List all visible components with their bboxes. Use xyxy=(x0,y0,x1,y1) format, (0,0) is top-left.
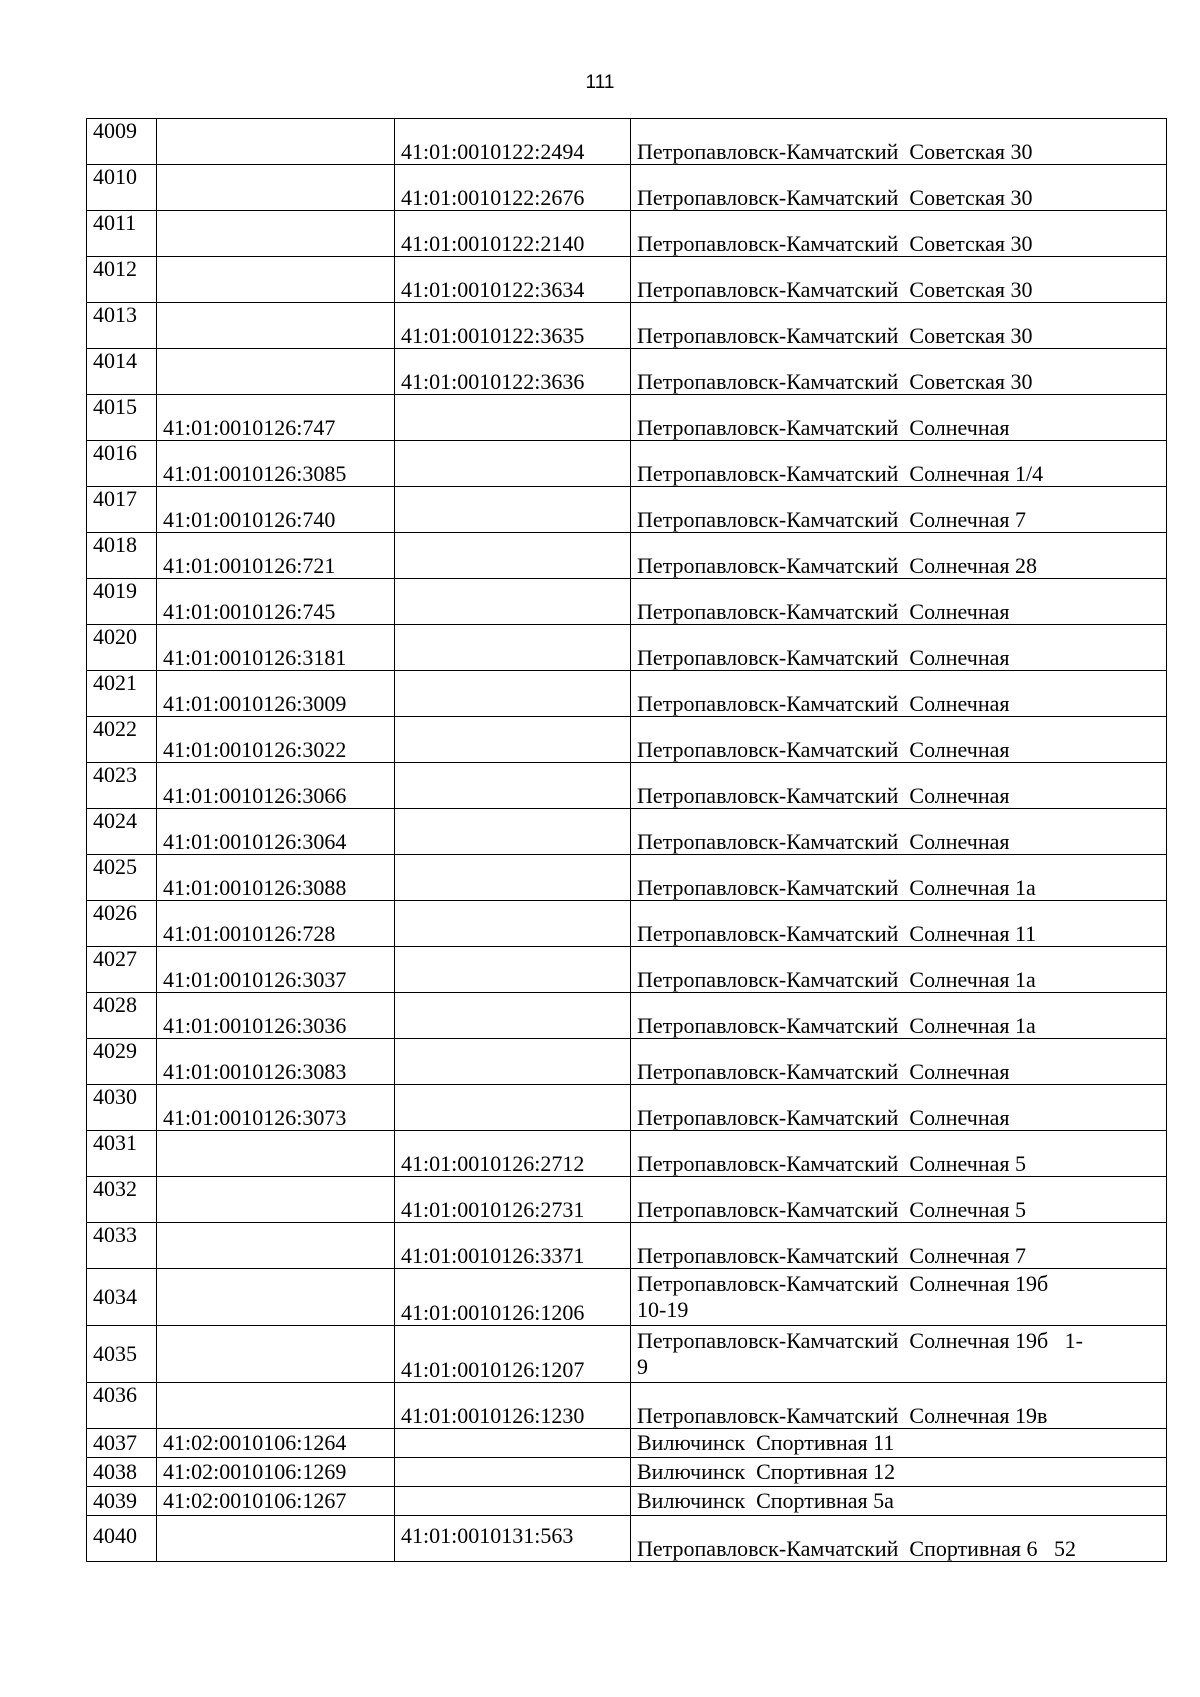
address-cell: Петропавловск-Камчатский Солнечная 5 xyxy=(631,1131,1167,1177)
cadastral-number-b-cell: 41:01:0010126:1230 xyxy=(395,1383,631,1429)
row-number-cell: 4019 xyxy=(87,579,157,625)
row-number-cell: 4039 xyxy=(87,1487,157,1516)
row-number-cell: 4028 xyxy=(87,993,157,1039)
cadastral-number-a-cell: 41:01:0010126:745 xyxy=(157,579,395,625)
cadastral-number-b-cell xyxy=(395,1085,631,1131)
address-cell: Петропавловск-Камчатский Солнечная 19в xyxy=(631,1383,1167,1429)
address-cell: Петропавловск-Камчатский Солнечная xyxy=(631,671,1167,717)
table-row xyxy=(87,165,1167,211)
table-row xyxy=(87,579,1167,625)
cadastral-number-a-cell: 41:01:0010126:3085 xyxy=(157,441,395,487)
address-cell: Петропавловск-Камчатский Солнечная 1а xyxy=(631,855,1167,901)
table-row xyxy=(87,1269,1167,1326)
row-number-cell: 4033 xyxy=(87,1223,157,1269)
table-row xyxy=(87,1487,1167,1516)
cadastral-number-a-cell xyxy=(157,119,395,165)
address-cell: Петропавловск-Камчатский Спортивная 6 52 xyxy=(631,1516,1167,1562)
cadastral-number-b-cell xyxy=(395,855,631,901)
table-row xyxy=(87,1516,1167,1562)
address-cell: Петропавловск-Камчатский Солнечная 7 xyxy=(631,487,1167,533)
address-cell: Петропавловск-Камчатский Советская 30 xyxy=(631,119,1167,165)
cadastral-number-a-cell xyxy=(157,211,395,257)
row-number-cell: 4011 xyxy=(87,211,157,257)
page-number: 111 xyxy=(585,72,615,93)
address-cell: Петропавловск-Камчатский Солнечная 1а xyxy=(631,947,1167,993)
cadastral-number-b-cell xyxy=(395,533,631,579)
cadastral-number-b-cell: 41:01:0010126:2731 xyxy=(395,1177,631,1223)
cadastral-number-a-cell: 41:02:0010106:1267 xyxy=(157,1487,395,1516)
address-cell: Петропавловск-Камчатский Солнечная 11 xyxy=(631,901,1167,947)
cadastral-number-b-cell xyxy=(395,1487,631,1516)
cadastral-number-a-cell xyxy=(157,303,395,349)
row-number-cell: 4036 xyxy=(87,1383,157,1429)
cadastral-number-a-cell xyxy=(157,1177,395,1223)
cadastral-number-b-cell: 41:01:0010126:1206 xyxy=(395,1269,631,1326)
row-number-cell: 4025 xyxy=(87,855,157,901)
cadastral-number-a-cell: 41:01:0010126:3022 xyxy=(157,717,395,763)
address-cell: Петропавловск-Камчатский Солнечная 7 xyxy=(631,1223,1167,1269)
address-cell: Петропавловск-Камчатский Солнечная 19б 1- 9 xyxy=(631,1326,1167,1383)
row-number-cell: 4026 xyxy=(87,901,157,947)
registry-table-body xyxy=(87,119,1167,1562)
row-number-cell: 4027 xyxy=(87,947,157,993)
row-number-cell: 4012 xyxy=(87,257,157,303)
cadastral-number-b-cell xyxy=(395,395,631,441)
table-row xyxy=(87,533,1167,579)
cadastral-number-b-cell: 41:01:0010122:3634 xyxy=(395,257,631,303)
table-row xyxy=(87,1458,1167,1487)
table-row xyxy=(87,441,1167,487)
cadastral-number-a-cell: 41:01:0010126:3064 xyxy=(157,809,395,855)
cadastral-number-a-cell xyxy=(157,1223,395,1269)
table-row xyxy=(87,993,1167,1039)
address-cell: Петропавловск-Камчатский Советская 30 xyxy=(631,349,1167,395)
address-cell: Петропавловск-Камчатский Советская 30 xyxy=(631,303,1167,349)
cadastral-number-a-cell: 41:01:0010126:728 xyxy=(157,901,395,947)
table-row xyxy=(87,119,1167,165)
cadastral-number-a-cell xyxy=(157,1269,395,1326)
cadastral-number-a-cell: 41:02:0010106:1264 xyxy=(157,1429,395,1458)
row-number-cell: 4018 xyxy=(87,533,157,579)
table-row xyxy=(87,1085,1167,1131)
address-cell: Петропавловск-Камчатский Солнечная 1/4 xyxy=(631,441,1167,487)
row-number-cell: 4015 xyxy=(87,395,157,441)
row-number-cell: 4021 xyxy=(87,671,157,717)
table-row xyxy=(87,1383,1167,1429)
table-row xyxy=(87,1223,1167,1269)
table-row xyxy=(87,257,1167,303)
row-number-cell: 4022 xyxy=(87,717,157,763)
cadastral-number-a-cell xyxy=(157,1131,395,1177)
table-row xyxy=(87,947,1167,993)
cadastral-number-b-cell xyxy=(395,1429,631,1458)
cadastral-number-b-cell xyxy=(395,671,631,717)
cadastral-number-b-cell: 41:01:0010122:2494 xyxy=(395,119,631,165)
cadastral-number-b-cell xyxy=(395,947,631,993)
cadastral-number-b-cell: 41:01:0010122:3636 xyxy=(395,349,631,395)
cadastral-number-b-cell xyxy=(395,487,631,533)
cadastral-number-a-cell: 41:01:0010126:747 xyxy=(157,395,395,441)
cadastral-number-b-cell xyxy=(395,441,631,487)
table-row xyxy=(87,671,1167,717)
address-cell: Петропавловск-Камчатский Солнечная xyxy=(631,625,1167,671)
table-row xyxy=(87,487,1167,533)
table-row xyxy=(87,211,1167,257)
address-cell: Петропавловск-Камчатский Солнечная 28 xyxy=(631,533,1167,579)
table-row xyxy=(87,1039,1167,1085)
cadastral-number-a-cell xyxy=(157,1326,395,1383)
cadastral-number-a-cell xyxy=(157,1383,395,1429)
cadastral-number-a-cell: 41:01:0010126:3066 xyxy=(157,763,395,809)
row-number-cell: 4035 xyxy=(87,1326,157,1383)
cadastral-number-b-cell xyxy=(395,1458,631,1487)
table-row xyxy=(87,1177,1167,1223)
row-number-cell: 4040 xyxy=(87,1516,157,1562)
row-number-cell: 4024 xyxy=(87,809,157,855)
table-row xyxy=(87,901,1167,947)
cadastral-number-a-cell: 41:01:0010126:3009 xyxy=(157,671,395,717)
table-row xyxy=(87,395,1167,441)
cadastral-number-a-cell xyxy=(157,165,395,211)
cadastral-number-b-cell xyxy=(395,763,631,809)
address-cell: Петропавловск-Камчатский Солнечная xyxy=(631,395,1167,441)
cadastral-number-a-cell: 41:01:0010126:3037 xyxy=(157,947,395,993)
cadastral-number-b-cell xyxy=(395,809,631,855)
cadastral-number-a-cell: 41:01:0010126:3083 xyxy=(157,1039,395,1085)
cadastral-number-b-cell xyxy=(395,1039,631,1085)
row-number-cell: 4029 xyxy=(87,1039,157,1085)
cadastral-number-a-cell: 41:01:0010126:740 xyxy=(157,487,395,533)
registry-table xyxy=(86,118,1167,1562)
table-row xyxy=(87,1326,1167,1383)
address-cell: Петропавловск-Камчатский Солнечная 5 xyxy=(631,1177,1167,1223)
address-cell: Петропавловск-Камчатский Солнечная xyxy=(631,1085,1167,1131)
table-row xyxy=(87,717,1167,763)
row-number-cell: 4013 xyxy=(87,303,157,349)
cadastral-number-b-cell: 41:01:0010126:2712 xyxy=(395,1131,631,1177)
cadastral-number-b-cell: 41:01:0010122:3635 xyxy=(395,303,631,349)
address-cell: Петропавловск-Камчатский Солнечная xyxy=(631,717,1167,763)
table-row xyxy=(87,809,1167,855)
cadastral-number-a-cell xyxy=(157,349,395,395)
row-number-cell: 4034 xyxy=(87,1269,157,1326)
table-row xyxy=(87,303,1167,349)
cadastral-number-a-cell xyxy=(157,257,395,303)
address-cell: Петропавловск-Камчатский Советская 30 xyxy=(631,211,1167,257)
row-number-cell: 4023 xyxy=(87,763,157,809)
row-number-cell: 4010 xyxy=(87,165,157,211)
cadastral-number-b-cell xyxy=(395,993,631,1039)
cadastral-number-a-cell: 41:02:0010106:1269 xyxy=(157,1458,395,1487)
row-number-cell: 4020 xyxy=(87,625,157,671)
cadastral-number-b-cell: 41:01:0010126:1207 xyxy=(395,1326,631,1383)
address-cell: Петропавловск-Камчатский Солнечная xyxy=(631,1039,1167,1085)
table-row xyxy=(87,763,1167,809)
cadastral-number-b-cell xyxy=(395,717,631,763)
address-cell: Петропавловск-Камчатский Советская 30 xyxy=(631,257,1167,303)
row-number-cell: 4030 xyxy=(87,1085,157,1131)
row-number-cell: 4031 xyxy=(87,1131,157,1177)
row-number-cell: 4032 xyxy=(87,1177,157,1223)
row-number-cell: 4038 xyxy=(87,1458,157,1487)
table-row xyxy=(87,855,1167,901)
table-row xyxy=(87,1429,1167,1458)
table-row xyxy=(87,1131,1167,1177)
address-cell: Вилючинск Спортивная 12 xyxy=(631,1458,1167,1487)
row-number-cell: 4014 xyxy=(87,349,157,395)
address-cell: Петропавловск-Камчатский Солнечная 19б 10-19 xyxy=(631,1269,1167,1326)
cadastral-number-b-cell xyxy=(395,579,631,625)
table-row xyxy=(87,625,1167,671)
row-number-cell: 4016 xyxy=(87,441,157,487)
cadastral-number-a-cell xyxy=(157,1516,395,1562)
cadastral-number-b-cell: 41:01:0010122:2140 xyxy=(395,211,631,257)
row-number-cell: 4017 xyxy=(87,487,157,533)
cadastral-number-a-cell: 41:01:0010126:3088 xyxy=(157,855,395,901)
cadastral-number-b-cell: 41:01:0010122:2676 xyxy=(395,165,631,211)
cadastral-number-b-cell: 41:01:0010126:3371 xyxy=(395,1223,631,1269)
cadastral-number-b-cell: 41:01:0010131:563 xyxy=(395,1516,631,1562)
row-number-cell: 4009 xyxy=(87,119,157,165)
address-cell: Петропавловск-Камчатский Солнечная xyxy=(631,579,1167,625)
address-cell: Вилючинск Спортивная 5а xyxy=(631,1487,1167,1516)
cadastral-number-a-cell: 41:01:0010126:3181 xyxy=(157,625,395,671)
row-number-cell: 4037 xyxy=(87,1429,157,1458)
address-cell: Петропавловск-Камчатский Солнечная xyxy=(631,809,1167,855)
address-cell: Петропавловск-Камчатский Солнечная xyxy=(631,763,1167,809)
address-cell: Петропавловск-Камчатский Советская 30 xyxy=(631,165,1167,211)
cadastral-number-a-cell: 41:01:0010126:3073 xyxy=(157,1085,395,1131)
cadastral-number-a-cell: 41:01:0010126:721 xyxy=(157,533,395,579)
cadastral-number-a-cell: 41:01:0010126:3036 xyxy=(157,993,395,1039)
cadastral-number-b-cell xyxy=(395,625,631,671)
cadastral-number-b-cell xyxy=(395,901,631,947)
table-row xyxy=(87,349,1167,395)
address-cell: Петропавловск-Камчатский Солнечная 1а xyxy=(631,993,1167,1039)
address-cell: Вилючинск Спортивная 11 xyxy=(631,1429,1167,1458)
